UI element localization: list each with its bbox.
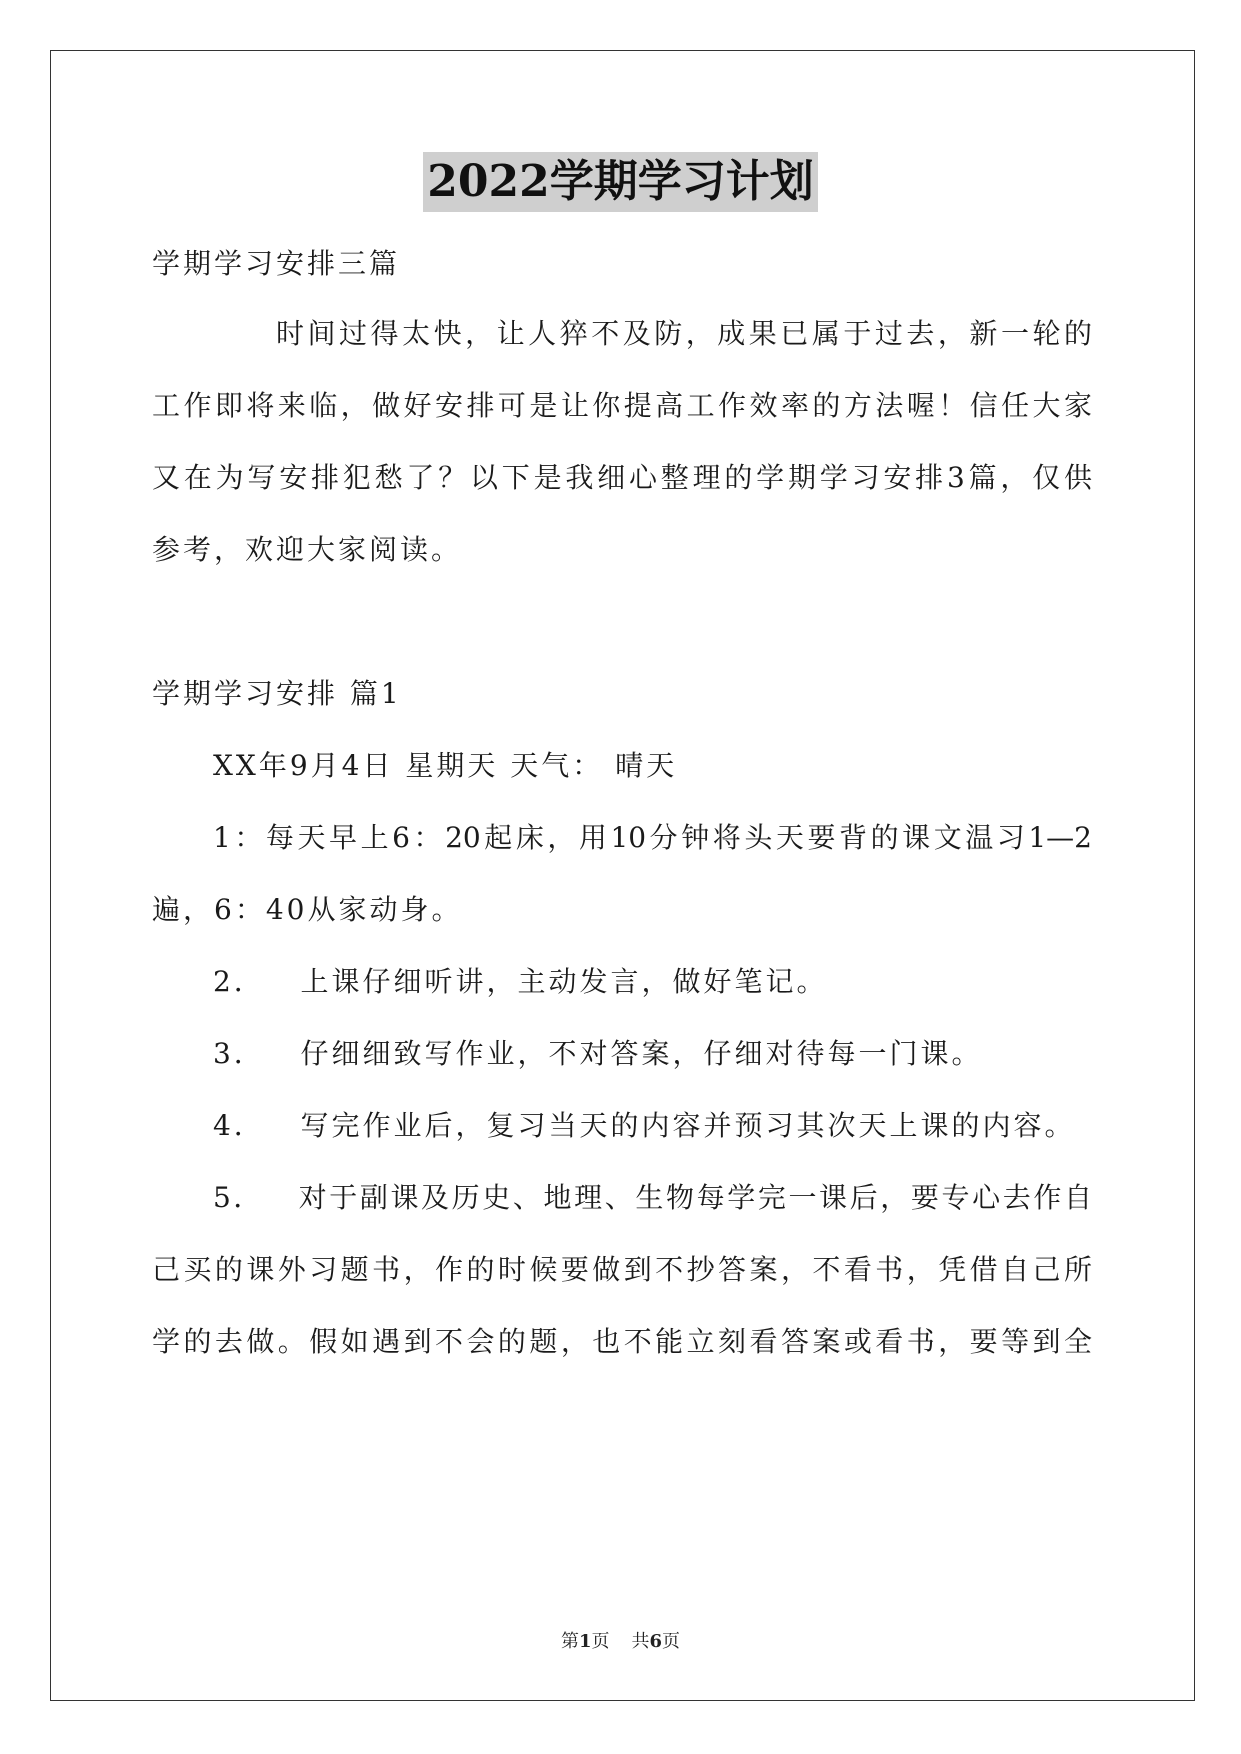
date-line: XX年9月4日 星期天 天气： 晴天 xyxy=(213,749,678,782)
page-number-suffix: 页 xyxy=(591,1631,610,1652)
item-5-line-2: 己买的课外习题书，作的时候要做到不抄答案，不看书，凭借自己所 xyxy=(152,1253,1092,1286)
item-2: 2． 上课仔细听讲，主动发言，做好笔记。 xyxy=(213,965,828,998)
title-container xyxy=(0,152,1241,212)
item-1-line-1: 1：每天早上6：20起床，用10分钟将头天要背的课文温习1—2 xyxy=(213,821,1092,854)
page-number-prefix: 第 xyxy=(560,1631,579,1652)
item-3: 3． 仔细细致写作业，不对答案，仔细对待每一门课。 xyxy=(213,1037,983,1070)
intro-line-4: 参考，欢迎大家阅读。 xyxy=(152,533,463,566)
page-total-count: 6 xyxy=(649,1631,663,1652)
intro-line-1: 时间过得太快，让人猝不及防，成果已属于过去，新一轮的 xyxy=(276,317,1092,350)
item-4: 4． 写完作业后，复习当天的内容并预习其次天上课的内容。 xyxy=(213,1109,1076,1142)
intro-line-3: 又在为写安排犯愁了？以下是我细心整理的学期学习安排3篇，仅供 xyxy=(152,461,1092,494)
item-5-line-1: 5． 对于副课及历史、地理、生物每学完一课后，要专心去作自 xyxy=(213,1181,1092,1214)
page-total-prefix: 共 xyxy=(631,1631,650,1652)
item-5-line-3: 学的去做。假如遇到不会的题，也不能立刻看答案或看书，要等到全 xyxy=(152,1325,1092,1358)
page-number-current: 1 xyxy=(578,1631,592,1652)
intro-line-2: 工作即将来临，做好安排可是让你提高工作效率的方法喔！信任大家 xyxy=(152,389,1092,422)
section-heading: 学期学习安排 篇1 xyxy=(152,677,402,710)
page-border xyxy=(50,50,1195,1701)
item-1-line-2: 遍，6：40从家动身。 xyxy=(152,893,463,926)
page-total-suffix: 页 xyxy=(662,1631,681,1652)
document-subtitle: 学期学习安排三篇 xyxy=(152,247,401,280)
page-footer xyxy=(0,1630,1241,1654)
document-title: 2022学期学习计划 xyxy=(423,152,817,212)
